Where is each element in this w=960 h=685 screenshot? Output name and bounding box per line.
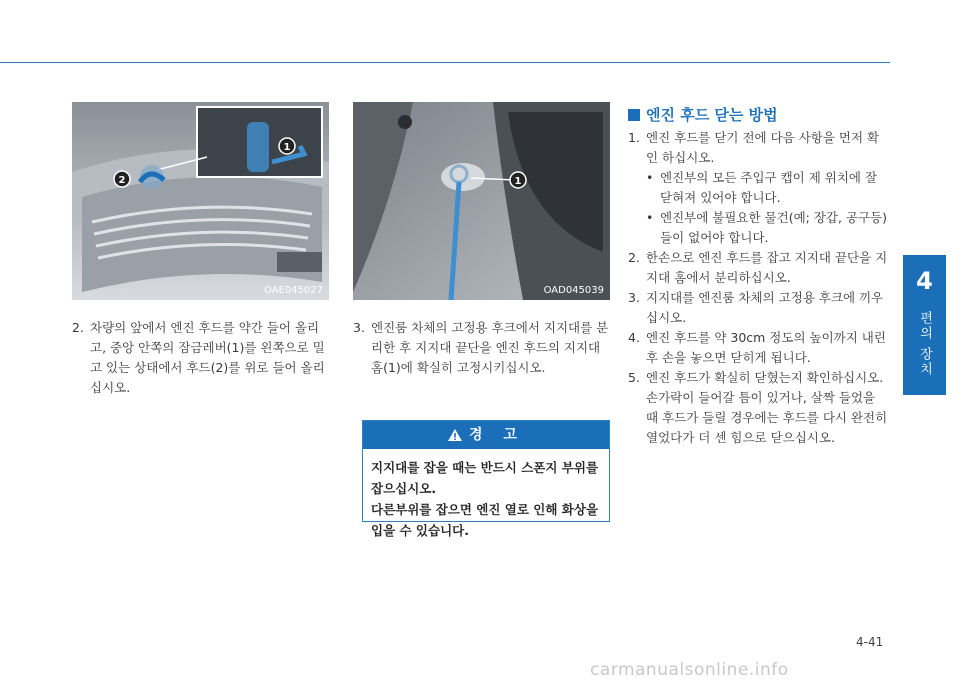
callout-1-right: 1 bbox=[514, 176, 522, 187]
step-2-open: 2. 차량의 앞에서 엔진 후드를 약간 들어 올리고, 중앙 안쪽의 잠금레버(1)를 왼쪽으로 밀고 있는 상태에서 후드(2)를 위로 들어 올리십시오. bbox=[72, 320, 325, 395]
watermark: carmanualsonline.info bbox=[590, 660, 789, 680]
warning-line-2: 다른부위를 잡으면 엔진 열로 인해 화상을 입을 수 있습니다. bbox=[371, 502, 599, 538]
close-check-2: • 엔진부에 불필요한 물건(예; 장갑, 공구등) 들이 없어야 합니다. bbox=[646, 210, 888, 245]
chapter-label: 편의 장치 bbox=[917, 311, 932, 378]
callout-2: 2 bbox=[118, 175, 126, 186]
warning-title: 경 고 bbox=[469, 427, 525, 443]
chapter-number: 4 bbox=[916, 267, 933, 295]
step-3-open: 3. 엔진룸 차체의 고정용 후크에서 지지대를 분리한 후 지지대 끝단을 엔진 후드의 지지대 홈(1)에 확실히 고정시키십시오. bbox=[353, 320, 609, 375]
hood-support-photo bbox=[353, 102, 610, 300]
warning-box bbox=[362, 420, 610, 538]
close-check-1: • 엔진부의 모든 주입구 캡이 제 위치에 잘 닫혀져 있어야 합니다. bbox=[646, 170, 878, 205]
close-step-5: 5. 엔진 후드가 확실히 닫혔는지 확인하십시오. 손가락이 들어갈 틈이 있거나, 살짝 들었을 때 후드가 들릴 경우에는 후드를 다시 완전히 열었다가 더 센 힘으로 닫으십시오. bbox=[628, 370, 888, 445]
photo-code-right: OAD045039 bbox=[543, 285, 604, 296]
callout-1: 1 bbox=[283, 142, 291, 153]
close-step-4: 4. 엔진 후드를 약 30cm 정도의 높이까지 내린 후 손을 놓으면 닫히게 됩니다. bbox=[628, 330, 886, 365]
close-step-1: 1. 엔진 후드를 닫기 전에 다음 사항을 먼저 확인 하십시오. bbox=[628, 130, 880, 165]
header-rule bbox=[0, 62, 890, 63]
photo-code-left: OAE045027 bbox=[263, 285, 323, 296]
chapter-tab bbox=[903, 255, 946, 395]
hood-release-photo bbox=[72, 102, 329, 300]
section-square-icon bbox=[628, 109, 640, 121]
close-step-2: 2. 한손으로 엔진 후드를 잡고 지지대 끝단을 지지대 홈에서 분리하십시오. bbox=[628, 250, 888, 285]
warning-header bbox=[363, 421, 609, 449]
close-step-3: 3. 지지대를 엔진룸 차체의 고정용 후크에 끼우십시오. bbox=[628, 290, 884, 325]
page-number: 4-41 bbox=[856, 635, 884, 649]
warning-line-1: 지지대를 잡을 때는 반드시 스폰지 부위를 잡으십시오. bbox=[371, 460, 599, 496]
warning-triangle-icon bbox=[447, 428, 463, 442]
section-title: 엔진 후드 닫는 방법 bbox=[628, 104, 778, 125]
